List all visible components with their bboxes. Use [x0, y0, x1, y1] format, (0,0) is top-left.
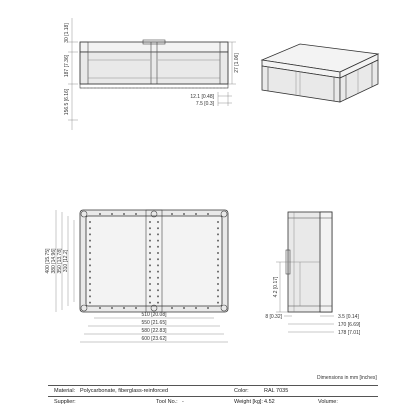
- front-bottom-dimensions: [80, 312, 228, 342]
- mounting-hole: [157, 283, 159, 285]
- mounting-hole: [157, 277, 159, 279]
- title-block: [48, 385, 378, 407]
- mounting-hole: [99, 213, 101, 215]
- dim-label: 380 [14.96]: [51, 248, 57, 274]
- isometric-view: [262, 44, 378, 102]
- mounting-hole: [195, 213, 197, 215]
- mounting-hole: [149, 283, 151, 285]
- mounting-hole: [149, 264, 151, 266]
- mounting-hole: [149, 233, 151, 235]
- mounting-hole: [217, 264, 219, 266]
- title-row-supplier: [48, 396, 378, 407]
- mounting-hole: [157, 264, 159, 266]
- mounting-hole: [149, 258, 151, 260]
- mounting-hole: [89, 302, 91, 304]
- mounting-hole: [149, 289, 151, 291]
- dim-label: 3.5 [0.14]: [338, 314, 359, 320]
- mounting-hole: [157, 240, 159, 242]
- mounting-hole: [149, 221, 151, 223]
- mounting-hole: [89, 295, 91, 297]
- side-view: [286, 212, 332, 312]
- dim-label: 30 [1.18]: [64, 23, 70, 43]
- mounting-hole: [157, 233, 159, 235]
- dim-label: 156.5 [6.16]: [64, 88, 70, 116]
- mounting-hole: [149, 277, 151, 279]
- material-value: Polycarbonate, fiberglass-reinforced: [80, 388, 169, 394]
- dim-label: 178 [7.01]: [338, 330, 361, 336]
- mounting-hole: [89, 264, 91, 266]
- dim-label: 4.2 [0.17]: [273, 276, 279, 298]
- dim-label: 400 [15.75]: [45, 248, 51, 274]
- mounting-hole: [89, 277, 91, 279]
- mounting-hole: [183, 213, 185, 215]
- mounting-hole: [123, 213, 125, 215]
- tool-label: Tool No.:: [156, 399, 178, 405]
- mounting-hole: [123, 307, 125, 309]
- elevation-left-dimensions: [64, 18, 78, 130]
- mounting-hole: [217, 227, 219, 229]
- mounting-hole: [217, 252, 219, 254]
- mounting-hole: [171, 307, 173, 309]
- mounting-hole: [157, 271, 159, 273]
- mounting-hole: [217, 295, 219, 297]
- mounting-hole: [157, 302, 159, 304]
- mounting-hole: [157, 289, 159, 291]
- mounting-hole: [89, 289, 91, 291]
- mounting-hole: [89, 258, 91, 260]
- title-row-material: [48, 385, 378, 396]
- mounting-hole: [89, 271, 91, 273]
- weight-value: 4.52: [264, 399, 275, 405]
- mounting-hole: [89, 246, 91, 248]
- mounting-hole: [89, 221, 91, 223]
- mounting-hole: [183, 307, 185, 309]
- mounting-hole: [217, 246, 219, 248]
- mounting-hole: [149, 246, 151, 248]
- mounting-hole: [89, 283, 91, 285]
- mounting-hole: [157, 252, 159, 254]
- mounting-hole: [135, 213, 137, 215]
- mounting-hole: [157, 227, 159, 229]
- elevation-view: [80, 40, 228, 88]
- mounting-hole: [217, 302, 219, 304]
- mounting-hole: [195, 307, 197, 309]
- mounting-hole: [111, 307, 113, 309]
- weight-label: Weight [kg]:: [234, 399, 263, 405]
- color-label: Color:: [234, 388, 249, 394]
- dim-label: 8 [0.32]: [265, 314, 282, 320]
- dim-label: 310 [12.2]: [63, 249, 69, 273]
- tool-value: -: [182, 399, 184, 405]
- units-note: Dimensions in mm [inches]: [317, 375, 377, 381]
- mounting-hole: [217, 289, 219, 291]
- mounting-hole: [207, 307, 209, 309]
- mounting-hole: [217, 233, 219, 235]
- mounting-hole: [217, 277, 219, 279]
- dim-label: 350 [13.78]: [57, 248, 63, 274]
- mounting-hole: [157, 258, 159, 260]
- mounting-hole: [157, 295, 159, 297]
- dim-label: 580 [22.83]: [141, 328, 167, 334]
- dim-label: 170 [6.69]: [338, 322, 361, 328]
- elevation-bottom-dimensions: [190, 92, 232, 107]
- dim-label: 7.5 [0.3]: [195, 101, 214, 107]
- dim-label: 12.1 [0.48]: [190, 94, 214, 100]
- mounting-hole: [111, 213, 113, 215]
- dim-label: 600 [23.62]: [141, 336, 167, 342]
- mounting-hole: [217, 221, 219, 223]
- elevation-right-dimension: [228, 42, 240, 84]
- mounting-hole: [149, 227, 151, 229]
- dim-label: 510 [20.08]: [141, 312, 167, 318]
- mounting-hole: [217, 258, 219, 260]
- mounting-hole: [171, 213, 173, 215]
- front-view: [80, 210, 228, 312]
- material-label: Material:: [54, 388, 76, 394]
- mounting-hole: [157, 246, 159, 248]
- mounting-hole: [149, 271, 151, 273]
- mounting-hole: [149, 295, 151, 297]
- mounting-hole: [89, 233, 91, 235]
- mounting-hole: [149, 240, 151, 242]
- supplier-label: Supplier:: [54, 399, 76, 405]
- mounting-hole: [149, 252, 151, 254]
- mounting-hole: [217, 271, 219, 273]
- mounting-hole: [135, 307, 137, 309]
- mounting-hole: [89, 240, 91, 242]
- mounting-hole: [157, 221, 159, 223]
- mounting-hole: [217, 240, 219, 242]
- dim-label: 27 [1.06]: [234, 53, 240, 73]
- volume-label: Volume:: [318, 399, 338, 405]
- mounting-hole: [99, 307, 101, 309]
- dim-label: 550 [21.65]: [141, 320, 167, 326]
- color-value: RAL 7035: [264, 388, 289, 394]
- mounting-hole: [89, 227, 91, 229]
- mounting-hole: [149, 302, 151, 304]
- mounting-hole: [207, 213, 209, 215]
- front-left-dimensions: [45, 210, 74, 312]
- mounting-hole: [89, 252, 91, 254]
- mounting-hole: [217, 283, 219, 285]
- dim-label: 187 [7.36]: [64, 54, 70, 78]
